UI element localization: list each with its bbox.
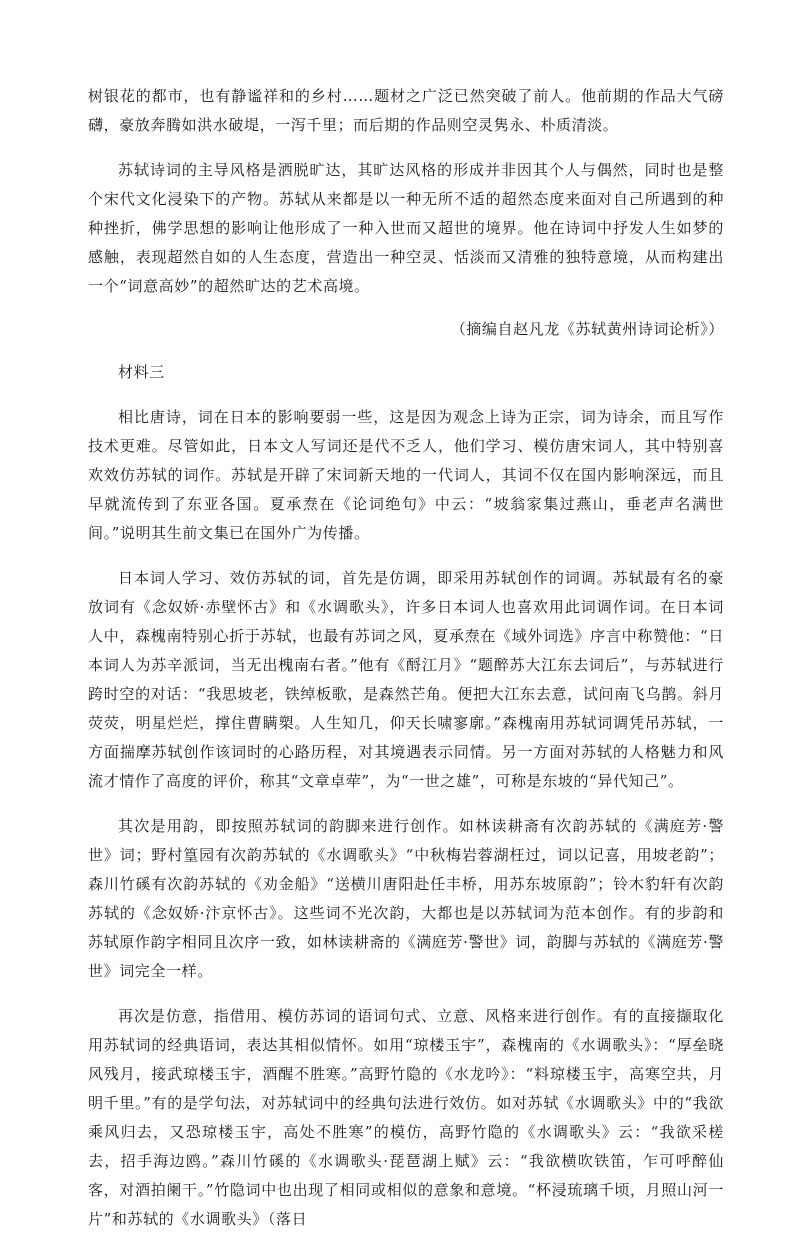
body-paragraph: 其次是用韵，即按照苏轼词的韵脚来进行创作。如林读耕斋有次韵苏轼的《满庭芳·警世》词；野村篁园有次韵苏轼的《水调歌头》“中秋梅岩蓉湖枉过，词以记喜，用坡老韵”；森川竹磎有次韵苏轼的《劝金船》“送横川唐阳赴任丰桥，用苏东坡原韵”；铃木豹轩有次韵苏轼的《念奴娇·汴京怀古》。这些词不光次韵，大都也是以苏轼词为范本创作。有的步韵和苏轼原作韵字相同且次序一致，如林读耕斋的《满庭芳·警世》词，韵脚与苏轼的《满庭芳·警世》词完全一样。: [88, 817, 724, 980]
section-heading: 材料三: [118, 363, 165, 381]
body-paragraph: 相比唐诗，词在日本的影响要弱一些，这是因为观念上诗为正宗，词为诗余，而且写作技术更难。尽管如此，日本文人写词还是代不乏人，他们学习、模仿唐宋词人，其中特别喜欢效仿苏轼的词作。苏轼是开辟了宋词新天地的一代词人，其词不仅在国内影响深远，而且早就流传到了东亚各国。夏承焘在《论词绝句》中云：“坡翁家集过燕山，垂老声名满世间。”说明其生前文集已在国外广为传播。: [88, 408, 724, 542]
style-paragraph: 苏轼诗词的主导风格是洒脱旷达，其旷达风格的形成并非因其个人与偶然，同时也是整个宋代文化浸染下的产物。苏轼从来都是以一种无所不适的超然态度来面对自己所遇到的种种挫折，佛学思想的影响让他形成了一种入世而又超世的境界。他在诗词中抒发人生如梦的感触，表现超然自如的人生态度，营造出一种空灵、恬淡而又清雅的独特意境，从而构建出一个“词意高妙”的超然旷达的艺术高境。: [88, 161, 724, 295]
body-paragraph: 日本词人学习、效仿苏轼的词，首先是仿调，即采用苏轼创作的词调。苏轼最有名的豪放词有《念奴娇·赤壁怀古》和《水调歌头》，许多日本词人也喜欢用此词调作词。在日本词人中，森槐南特别心折于苏轼，也最有苏词之风，夏承焘在《域外词选》序言中称赞他：“日本词人为苏辛派词，当无出槐南右者。”他有《酹江月》“题醉苏大江东去词后”，与苏轼进行跨时空的对话：“我思坡老，铁绰板歌，是森然芒角。便把大江东去意，试问南飞乌鹊。斜月荧荧，明星烂烂，撑住曹瞒槊。人生知几，仰天长啸寥廓。”森槐南用苏轼词调凭吊苏轼，一方面揣摩苏轼创作该词时的心路历程，对其境遇表示同情。另一方面对苏轼的人格魅力和风流才情作了高度的评价，称其“文章卓荦”，为“一世之雄”，可称是东坡的“异代知己”。: [88, 569, 724, 790]
document-page: [88, 82, 724, 1234]
body-paragraph: 再次是仿意，指借用、模仿苏词的语词句式、立意、风格来进行创作。有的直接撷取化用苏轼词的经典语词，表达其相似情怀。如用“琼楼玉宇”，森槐南的《水调歌头》：“厚垒晓风残月，接武琼楼玉宇，酒醒不胜寒。”高野竹隐的《水龙吟》：“料琼楼玉宇，高寒空共，月明千里。”有的是学句法，对苏轼词中的经典句法进行效仿。如对苏轼《水调歌头》中的“我欲乘风归去，又恐琼楼玉宇，高处不胜寒”的模仿，高野竹隐的《水调歌头》云：“我欲采槎去，招手海边鸥。”森川竹磎的《水调歌头·琵琶湖上赋》云：“我欲横吹铁笛，乍可呼醉仙客，对酒拍阑干。”竹隐词中也出现了相同或相似的意象和意境。“杯浸琉璃千顷，月照山河一片”和苏轼的《水调歌头》（落日: [88, 1007, 724, 1228]
continuation-paragraph: 树银花的都市，也有静谧祥和的乡村……题材之广泛已然突破了前人。他前期的作品大气磅礴，豪放奔腾如洪水破堤，一泻千里；而后期的作品则空灵隽永、朴质清淡。: [88, 87, 724, 134]
source-citation: （摘编自赵凡龙《苏轼黄州诗词论析》）: [450, 320, 724, 338]
